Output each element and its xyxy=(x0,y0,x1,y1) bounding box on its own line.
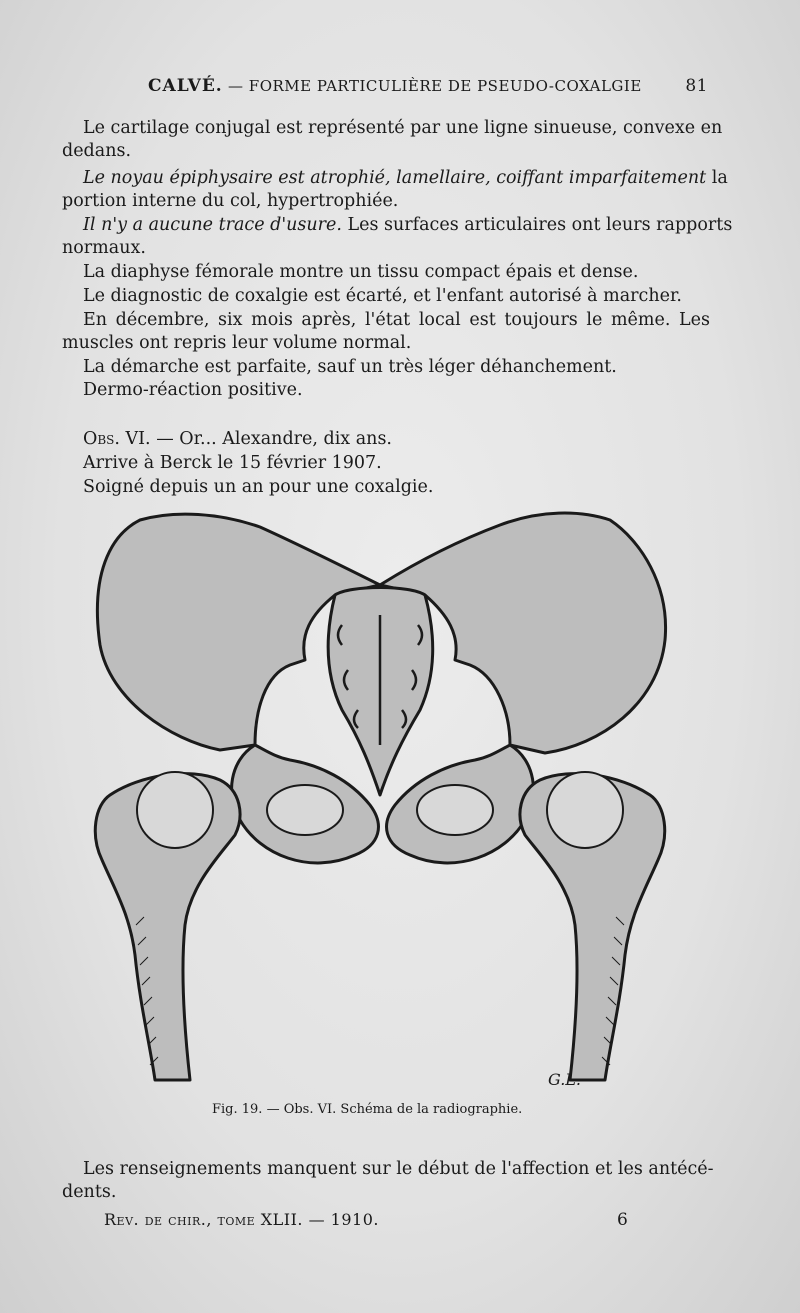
text-line xyxy=(83,214,733,237)
observation-line: Soigné depuis un an pour une coxalgie. xyxy=(83,477,434,497)
text-line: En décembre, six mois après, l'état local est toujours le même. Les xyxy=(83,310,710,330)
observation-line xyxy=(83,428,733,451)
text-line: La démarche est parfaite, sauf un très léger déhanchement. xyxy=(83,357,617,377)
text-line: Le diagnostic de coxalgie est écarté, et l'enfant autorisé à marcher. xyxy=(83,286,682,306)
cortical-hatching xyxy=(136,917,624,1065)
right-femoral-head xyxy=(547,772,623,848)
text-line: Les renseignements manquent sur le début de l'affection et les antécé- xyxy=(83,1159,714,1179)
text-line: dents. xyxy=(62,1182,117,1202)
left-femoral-head xyxy=(137,772,213,848)
text-span: — Or... Alexandre, dix ans. xyxy=(150,429,392,449)
right-obturator-foramen xyxy=(417,785,493,835)
observation-line: Arrive à Berck le 15 février 1907. xyxy=(83,453,382,473)
italic-text: Il n'y a aucune trace d'usure. xyxy=(83,215,342,235)
artist-signature: G.L. xyxy=(548,1070,582,1089)
figure-caption: Fig. 19. — Obs. VI. Schéma de la radiographie. xyxy=(212,1102,523,1117)
text-span: la xyxy=(706,168,728,188)
text-line: portion interne du col, hypertrophiée. xyxy=(62,191,399,211)
header-author: CALVÉ. xyxy=(148,76,223,96)
text-line: Le cartilage conjugal est représenté par une ligne sinueuse, convexe en xyxy=(83,118,723,138)
italic-text: Le noyau épiphysaire est atrophié, lamellaire, coiffant imparfaitement xyxy=(83,168,707,188)
running-header xyxy=(148,76,708,96)
pelvis-radiograph-schema xyxy=(80,505,680,1095)
text-line: normaux. xyxy=(62,238,146,258)
text-line: La diaphyse fémorale montre un tissu compact épais et dense. xyxy=(83,262,639,282)
observation-label: Obs. VI. xyxy=(83,429,151,449)
page-number: 81 xyxy=(685,76,708,96)
text-line: Dermo-réaction positive. xyxy=(83,380,303,400)
text-line xyxy=(83,167,728,190)
left-obturator-foramen xyxy=(267,785,343,835)
journal-footer: Rev. de chir., tome XLII. — 1910. xyxy=(104,1210,379,1229)
signature-mark: 6 xyxy=(617,1210,628,1230)
text-line: muscles ont repris leur volume normal. xyxy=(62,333,412,353)
header-title: — FORME PARTICULIÈRE DE PSEUDO-COXALGIE xyxy=(228,77,642,95)
text-span: Les surfaces articulaires ont leurs rapports xyxy=(341,215,733,235)
text-line: dedans. xyxy=(62,141,132,161)
